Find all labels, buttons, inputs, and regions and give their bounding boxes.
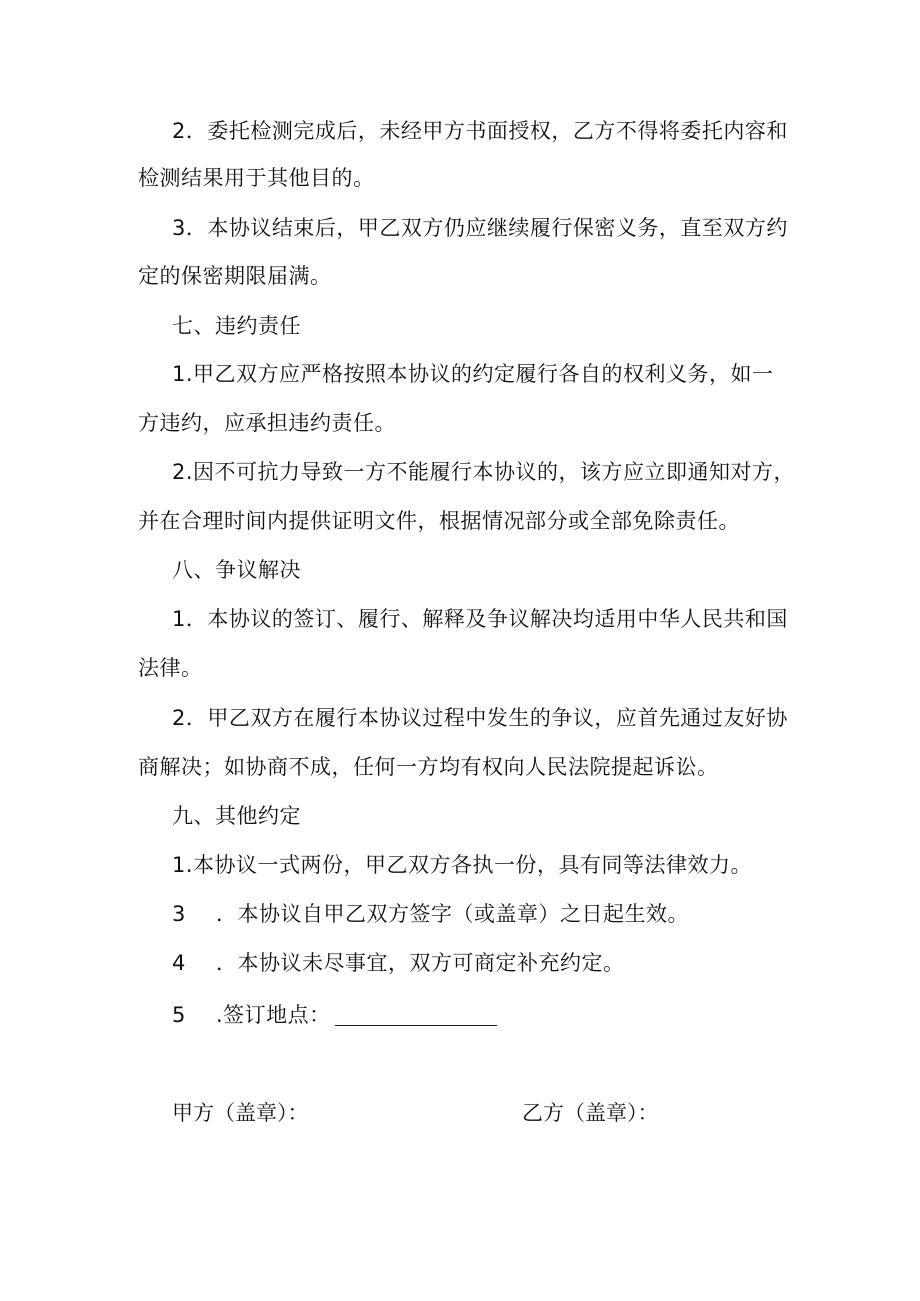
section-9-p4: [172, 948, 625, 978]
section-9-p5: [172, 1000, 497, 1030]
item-text: ．本协议未尽事宜，双方可商定补充约定。: [216, 951, 625, 975]
item-number: 4: [172, 951, 186, 975]
clause-2-line-2: 检测结果用于其他目的。: [138, 166, 375, 190]
section-8-p2-line-1: 2．甲乙双方在履行本协议过程中发生的争议，应首先通过友好协: [172, 706, 788, 730]
section-7-p1-line-2: 方违约，应承担违约责任。: [138, 411, 396, 435]
party-b-seal-label: 乙方（盖章）：: [522, 1101, 659, 1125]
section-9-heading: 九、其他约定: [172, 804, 301, 828]
clause-3-line-1: 3．本协议结束后，甲乙双方仍应继续履行保密义务，直至双方约: [172, 216, 788, 240]
section-8-heading: 八、争议解决: [172, 558, 301, 582]
item-number: 3: [172, 902, 186, 926]
item-number: 5: [172, 1003, 186, 1027]
signing-place-blank[interactable]: [335, 1003, 497, 1026]
party-a-seal-label: 甲方（盖章）：: [172, 1101, 309, 1125]
section-8-p2-line-2: 商解决；如协商不成，任何一方均有权向人民法院提起诉讼。: [138, 755, 719, 779]
section-7-p2-line-1: 2.因不可抗力导致一方不能履行本协议的，该方应立即通知对方，: [172, 460, 796, 484]
section-7-p2-line-2: 并在合理时间内提供证明文件，根据情况部分或全部免除责任。: [138, 509, 740, 533]
section-7-p1-line-1: 1.甲乙双方应严格按照本协议的约定履行各自的权利义务，如一: [172, 362, 774, 386]
section-7-heading: 七、违约责任: [172, 314, 301, 338]
clause-2-line-1: 2．委托检测完成后，未经甲方书面授权，乙方不得将委托内容和: [172, 119, 788, 143]
clause-3-line-2: 定的保密期限届满。: [138, 264, 332, 288]
section-8-p1-line-1: 1．本协议的签订、履行、解释及争议解决均适用中华人民共和国: [172, 607, 788, 631]
item-text: ．本协议自甲乙双方签字（或盖章）之日起生效。: [216, 902, 689, 926]
signing-place-label: .签订地点：: [216, 1003, 331, 1027]
section-8-p1-line-2: 法律。: [138, 656, 203, 680]
section-9-p3: [172, 899, 689, 929]
section-9-p1: 1.本协议一式两份，甲乙双方各执一份，具有同等法律效力。: [172, 853, 753, 877]
